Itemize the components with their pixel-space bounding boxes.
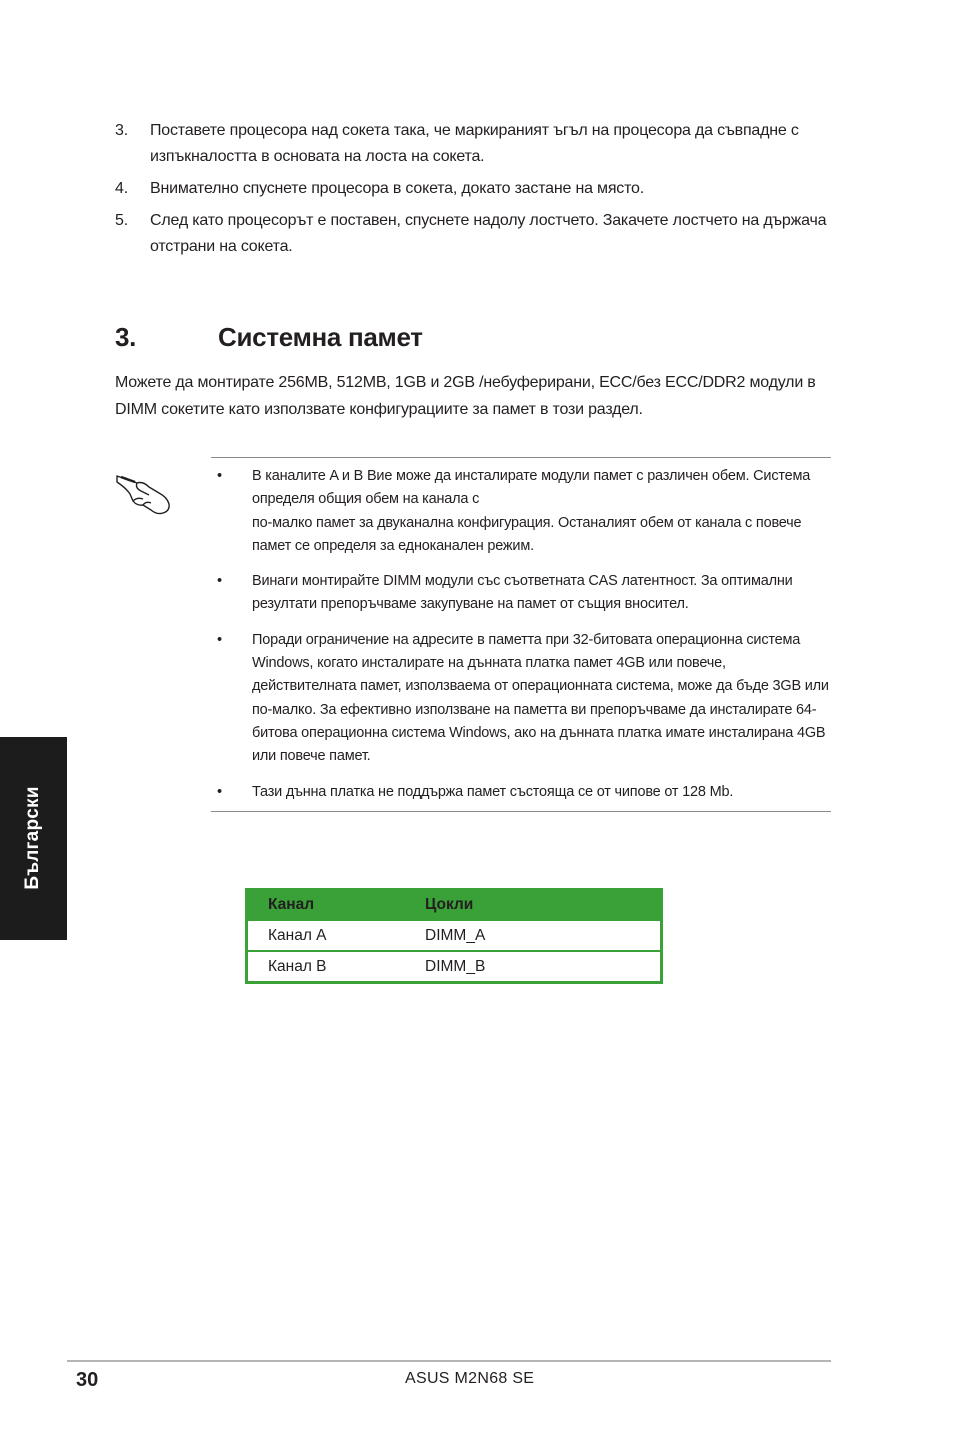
pointing-hand-icon [113, 470, 173, 516]
table-header-row [248, 891, 660, 919]
section-number: 3. [115, 322, 137, 352]
bullet: • [217, 468, 222, 484]
step-number: 4. [115, 180, 128, 197]
bullet: • [217, 783, 222, 800]
bullet: • [217, 573, 222, 590]
table-cell: Канал A [268, 926, 327, 944]
step-item [115, 208, 831, 260]
note-item [217, 629, 829, 769]
note-text: В каналите A и B Вие може да инсталирате модули памет с различен обем. Система определя общия обем на канала с [252, 468, 811, 508]
note-text: Винаги монтирайте DIMM модули със съответната CAS латентност. За оптимални резултати препоръчваме закупуване на памет от същия вносител. [252, 573, 793, 613]
page-number: 30 [76, 1369, 99, 1391]
bullet: • [217, 631, 222, 648]
column-header-channel: Канал [268, 896, 315, 913]
step-text: Внимателно спуснете процесора в сокета, докато застане на място. [150, 180, 644, 197]
note-top-divider [211, 457, 831, 458]
step-number: 3. [115, 122, 128, 139]
note-text: Поради ограничение на адресите в паметта при 32-битовата операционна система Windows, когато инсталирате на дънната платка памет 4GB или повече, действителната памет, използваема от операционната система, може да бъде 3GB или по-малко. За ефективно използване на паметта ви препоръчваме да инсталирате 64-битова операционна система Windows, ако на дънната платка имате инсталирана 4GB или повече памет. [252, 631, 829, 765]
footer-divider [67, 1360, 831, 1362]
table-cell: Канал B [268, 957, 327, 975]
step-text: След като процесорът е поставен, спуснете надолу лостчето. Закачете лостчето на държача отстрани на сокета. [150, 212, 827, 255]
language-tab-label: Български [22, 786, 43, 890]
table-row [248, 950, 660, 981]
note-bottom-divider [211, 811, 831, 812]
section-title: Системна памет [218, 322, 423, 352]
column-header-slots: Цокли [425, 896, 474, 913]
footer-title: ASUS M2N68 SE [405, 1370, 535, 1387]
step-text: Поставете процесора над сокета така, че маркираният ъгъл на процесора да съвпадне с изпъкналостта в основата на лоста на сокета. [150, 122, 799, 165]
table-cell: DIMM_B [425, 957, 486, 975]
note-item [217, 781, 829, 804]
table-row [248, 919, 660, 950]
step-item [115, 118, 831, 170]
channel-table [245, 888, 663, 984]
note-text: по-малко памет за двуканална конфигурация. Останалият обем от канала с повече памет се определя за едноканален режим. [252, 514, 802, 554]
intro-paragraph: Можете да монтирате 256MB, 512MB, 1GB и 2GB /небуферирани, ECC/без ECC/DDR2 модули в DIMM сокетите като използвате конфигурациите за памет в този раздел. [115, 374, 816, 418]
note-item [217, 570, 829, 617]
notes-list [217, 465, 829, 816]
step-number: 5. [115, 212, 128, 229]
section-heading [115, 322, 423, 353]
steps-list [115, 118, 831, 266]
note-item [217, 465, 829, 558]
step-item [115, 176, 831, 202]
note-text: Тази дънна платка не поддържа памет състояща се от чипове от 128 Mb. [252, 783, 734, 800]
table-cell: DIMM_A [425, 926, 486, 944]
